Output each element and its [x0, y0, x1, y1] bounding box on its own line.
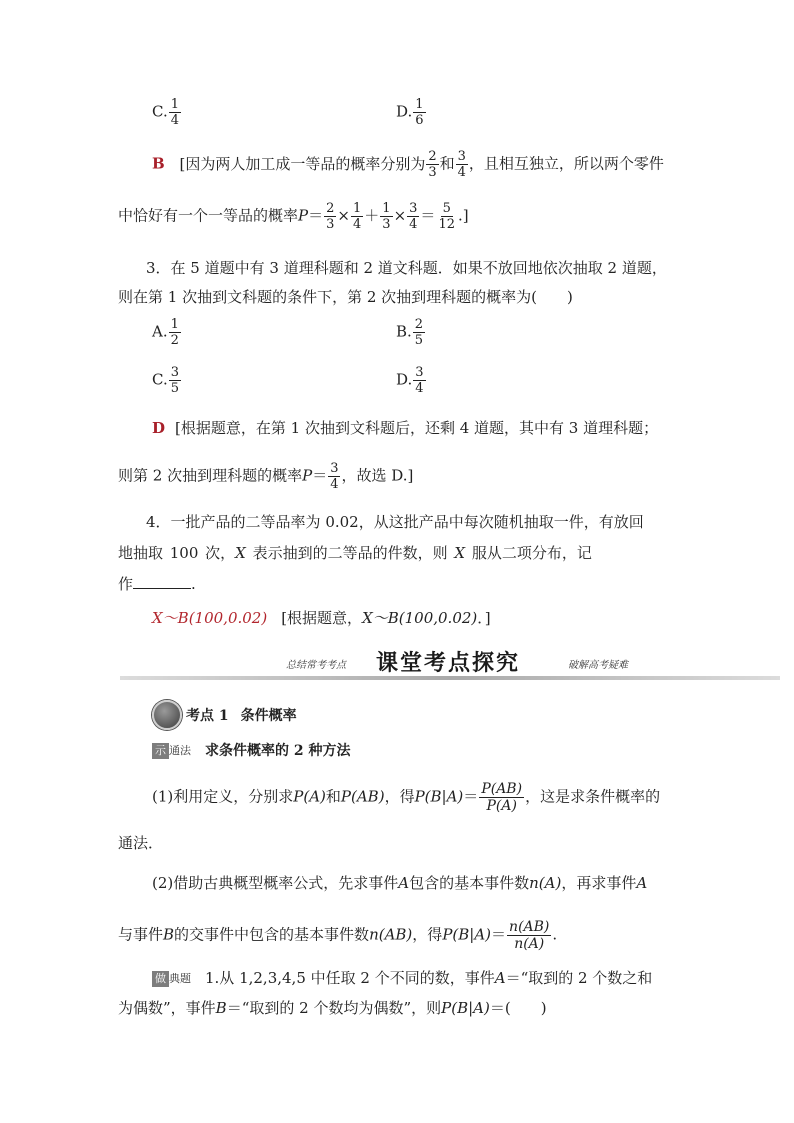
q3-explanation-line1: D [根据题意，在第 1 次抽到文科题后，还剩 4 道题，其中有 3 道理科题；	[152, 419, 659, 437]
section-header	[120, 646, 780, 680]
q2-option-d[interactable]	[396, 98, 427, 127]
q4-answer: X～B(100,0.02)	[152, 609, 268, 627]
q2-option-c[interactable]	[152, 98, 182, 127]
q4-stem-line2: 地抽取 100 次，X 表示抽到的二等品的件数，则 X 服从二项分布，记	[118, 544, 592, 562]
q3-stem-line2: 则在第 1 次抽到文科题的条件下，第 2 次抽到理科题的概率为( )	[118, 288, 573, 306]
fraction: $\frac{1}{6}$	[415, 97, 424, 128]
method-2-line2: 与事件B的交事件中包含的基本事件数n(AB)，得P(B|A)＝ $\frac{n(AB)}{n(A)}$ .	[118, 919, 558, 952]
section-left-caption: 总结常考考点	[286, 660, 346, 671]
q3-explanation-line2: 则第 2 次抽到理科题的概率P＝ $\frac{3}{4}$ ，故选 D.]	[118, 461, 414, 492]
method-heading: 示 通法 求条件概率的 2 种方法	[152, 740, 351, 761]
q2-explanation-line2: 中恰好有一个一等品的概率P＝ $\frac{2}{3}$ × $\frac{1}{4}$ ＋ $\frac{1}{3}$ × $\frac{3}{4}$ ＝ $\frac{5}{12}$ .]	[118, 201, 469, 232]
section-title: 课堂考点探究	[376, 651, 521, 676]
q4-stem-line1: 4．一批产品的二等品率为 0.02，从这批产品中每次随机抽取一件，有放回	[146, 513, 644, 531]
method-1-line1: (1)利用定义，分别求P(A)和P(AB)，得P(B|A)＝ $\frac{P(AB)}{P(A)}$ ，这是求条件概率的	[152, 781, 661, 814]
option-label: C.	[152, 102, 168, 121]
answer-blank[interactable]	[133, 574, 191, 589]
kaodian-circle-icon	[152, 700, 182, 730]
kaodian-heading: 考点 1 条件概率	[186, 708, 297, 724]
example-line1: 做 典题 1.从 1,2,3,4,5 中任取 2 个不同的数，事件A＝“取到的 2 个数之和	[152, 968, 652, 989]
q3-stem-line1: 3．在 5 道题中有 3 道理科题和 2 道文科题．如果不放回地依次抽取 2 道题，	[146, 259, 667, 277]
q2-explanation-line1: B [因为两人加工成一等品的概率分别为 $\frac{2}{3}$ 和 $\frac{3}{4}$ ，且相互独立，所以两个零件	[152, 149, 664, 180]
method-1-line2: 通法．	[118, 834, 164, 852]
example-tag-icon: 做	[152, 971, 169, 987]
method-2-line1: (2)借助古典概型概率公式，先求事件A包含的基本事件数n(A)，再求事件A	[152, 874, 648, 892]
section-right-caption: 破解高考疑难	[568, 660, 628, 671]
q3-option-a[interactable]: A. $\frac{1}{2}$	[152, 317, 179, 348]
option-label: D.	[396, 102, 413, 121]
q4-explanation: X～B(100,0.02) [根据题意，X～B(100,0.02)．]	[152, 609, 491, 627]
q4-stem-line3: 作 .	[118, 575, 196, 593]
q2-answer: B	[152, 154, 165, 173]
q3-option-b[interactable]: B. $\frac{2}{5}$	[396, 317, 424, 348]
q3-answer: D	[152, 419, 166, 437]
method-tag-icon: 示	[152, 743, 169, 759]
q3-option-c[interactable]: C. $\frac{3}{5}$	[152, 365, 179, 396]
example-line2: 为偶数”，事件B＝“取到的 2 个数均为偶数”，则P(B|A)＝( )	[118, 999, 547, 1017]
section-divider	[120, 676, 780, 680]
fraction: $\frac{1}{4}$	[170, 97, 179, 128]
q3-option-d[interactable]: D. $\frac{3}{4}$	[396, 365, 424, 396]
